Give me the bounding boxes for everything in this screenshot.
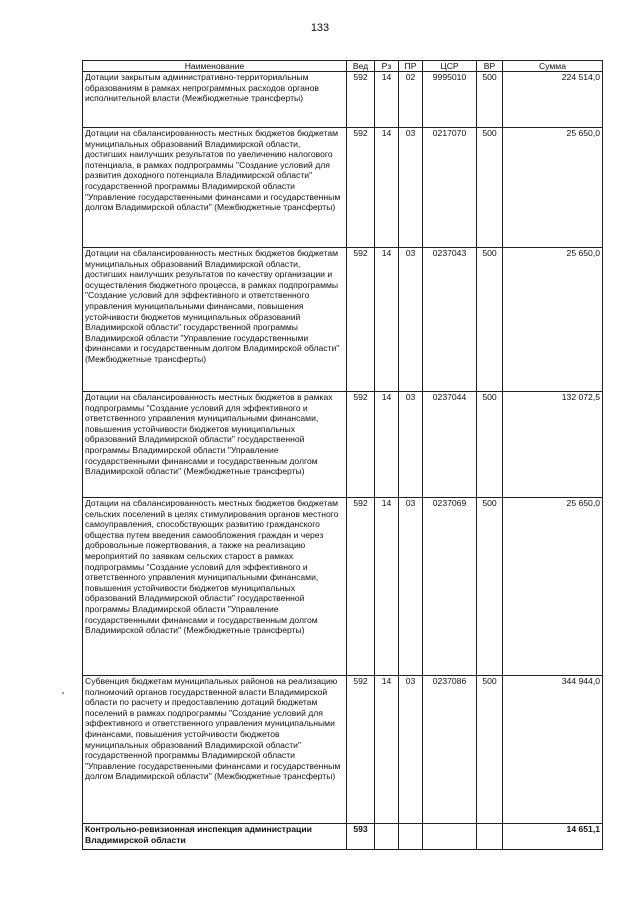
row-pr: 03 — [399, 392, 423, 498]
row-rz — [375, 824, 399, 850]
row-sum: 14 651,1 — [503, 824, 603, 850]
row-rz: 14 — [375, 392, 399, 498]
row-ved: 592 — [347, 128, 375, 248]
header-vr: ВР — [477, 61, 503, 72]
row-rz: 14 — [375, 72, 399, 128]
row-csr: 0237043 — [423, 248, 477, 392]
budget-table — [82, 60, 603, 850]
row-ved: 592 — [347, 72, 375, 128]
row-ved: 592 — [347, 498, 375, 676]
row-csr: 0217070 — [423, 128, 477, 248]
row-vr: 500 — [477, 248, 503, 392]
row-csr — [423, 824, 477, 850]
row-pr: 03 — [399, 248, 423, 392]
row-pr: 03 — [399, 498, 423, 676]
row-pr — [399, 824, 423, 850]
row-vr: 500 — [477, 676, 503, 824]
header-ved: Вед — [347, 61, 375, 72]
row-rz: 14 — [375, 498, 399, 676]
row-sum: 25 650,0 — [503, 248, 603, 392]
row-rz: 14 — [375, 248, 399, 392]
row-vr: 500 — [477, 498, 503, 676]
header-rz: Рз — [375, 61, 399, 72]
table-row — [83, 498, 603, 676]
row-ved: 592 — [347, 676, 375, 824]
table-header-row — [83, 61, 603, 72]
table-row — [83, 676, 603, 824]
row-rz: 14 — [375, 128, 399, 248]
table-row-total — [83, 824, 603, 850]
row-csr: 0237086 — [423, 676, 477, 824]
table-row — [83, 72, 603, 128]
row-pr: 03 — [399, 128, 423, 248]
row-sum: 224 514,0 — [503, 72, 603, 128]
row-name: Дотации на сбалансированность местных бюджетов бюджетам муниципальных образований Владимирской области, достигших наилучших результатов по увеличению налогового потенциала, в рамках подпрограммы "Создание условий для развития доходного потенциала Владимирской области" государственной программы Владимирской области "Управление государственными финансами и государственным долгом Владимирской области" (Межбюджетные трансферты) — [83, 128, 347, 248]
row-name: Дотации закрытым административно-территориальным образованиям в рамках непрограммных расходов органов исполнительной власти (Межбюджетные трансферты) — [83, 72, 347, 128]
row-csr: 0237069 — [423, 498, 477, 676]
row-ved: 593 — [347, 824, 375, 850]
header-csr: ЦСР — [423, 61, 477, 72]
table-row — [83, 392, 603, 498]
row-vr: 500 — [477, 392, 503, 498]
row-ved: 592 — [347, 392, 375, 498]
row-pr: 02 — [399, 72, 423, 128]
row-csr: 0237044 — [423, 392, 477, 498]
row-name: Контрольно-ревизионная инспекция администрации Владимирской области — [83, 824, 347, 850]
table-row — [83, 248, 603, 392]
row-vr: 500 — [477, 128, 503, 248]
row-sum: 25 650,0 — [503, 128, 603, 248]
row-name: Субвенция бюджетам муниципальных районов на реализацию полномочий органов государственной власти Владимирской области по расчету и предоставлению дотаций бюджетам поселений в рамках подпрограммы "Создание условий для эффективного и ответственного управления муниципальными финансами, повышения устойчивости бюджетов муниципальных образований Владимирской области" государственной программы Владимирской области "Управление государственными финансами и государственным долгом Владимирской области" (Межбюджетные трансферты) — [83, 676, 347, 824]
row-vr: 500 — [477, 72, 503, 128]
scan-artifact — [62, 692, 64, 694]
row-sum: 344 944,0 — [503, 676, 603, 824]
table-row — [83, 128, 603, 248]
row-pr: 03 — [399, 676, 423, 824]
row-sum: 25 650,0 — [503, 498, 603, 676]
row-vr — [477, 824, 503, 850]
row-ved: 592 — [347, 248, 375, 392]
header-name: Наименование — [83, 61, 347, 72]
header-sum: Сумма — [503, 61, 603, 72]
row-name: Дотации на сбалансированность местных бюджетов бюджетам сельских поселений в целях стимулирования органов местного самоуправления, способствующих развитию гражданского общества путем введения самообложения граждан и через добровольные пожертвования, а также на реализацию мероприятий по заявкам сельских старост в рамках подпрограммы "Создание условий для эффективного и ответственного управления муниципальными финансами, повышения устойчивости бюджетов муниципальных образований Владимирской области" государственной программы Владимирской области "Управление государственными финансами и государственным долгом Владимирской области" (Межбюджетные трансферты) — [83, 498, 347, 676]
row-name: Дотации на сбалансированность местных бюджетов в рамках подпрограммы "Создание условий для эффективного и ответственного управления муниципальными финансами, повышения устойчивости бюджетов муниципальных образований Владимирской области" государственной программы Владимирской области "Управление государственными финансами и государственным долгом Владимирской области" (Межбюджетные трансферты) — [83, 392, 347, 498]
header-pr: ПР — [399, 61, 423, 72]
row-rz: 14 — [375, 676, 399, 824]
row-csr: 9995010 — [423, 72, 477, 128]
row-name: Дотации на сбалансированность местных бюджетов бюджетам муниципальных образований Владимирской области, достигших наилучших результатов по качеству организации и осуществления бюджетного процесса, в рамках подпрограммы "Создание условий для эффективного и ответственного управления муниципальными финансами, повышения устойчивости бюджетов муниципальных образований Владимирской области" государственной программы Владимирской области "Управление государственными финансами и государственным долгом Владимирской области" (Межбюджетные трансферты) — [83, 248, 347, 392]
page-number: 133 — [310, 22, 330, 34]
row-sum: 132 072,5 — [503, 392, 603, 498]
